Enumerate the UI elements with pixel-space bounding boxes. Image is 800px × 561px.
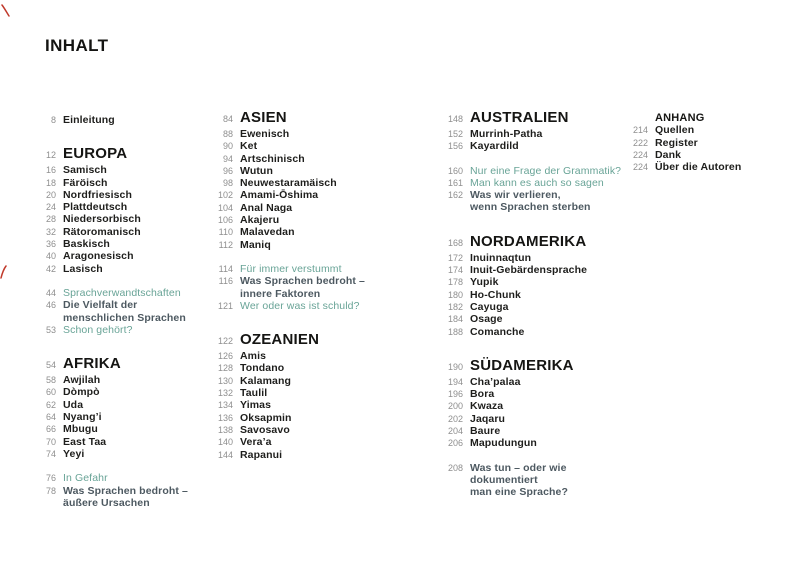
entry-label: Baskisch xyxy=(63,238,110,251)
page-number: 66 xyxy=(45,424,56,435)
toc-entry-row xyxy=(207,436,389,448)
page-number: 156 xyxy=(447,141,463,152)
entry-label: Dank xyxy=(655,148,682,161)
entry-label: Akajeru xyxy=(240,214,280,227)
toc-entry-row xyxy=(30,299,206,324)
entry-label: Färöisch xyxy=(63,176,108,189)
page-number: 174 xyxy=(447,265,463,276)
entry-label-line: Was Sprachen bedroht – xyxy=(240,275,365,288)
page-number: 110 xyxy=(218,227,233,238)
page-number: 78 xyxy=(45,485,56,496)
page-number: 54 xyxy=(45,360,56,371)
page-number: 44 xyxy=(45,287,56,298)
entry-label: Man kann es auch so sagen xyxy=(470,176,604,189)
entry-label: Oksapmin xyxy=(240,411,292,424)
section-title: SÜDAMERIKA xyxy=(470,356,574,374)
toc-entry-row xyxy=(437,264,623,276)
toc-entry-row xyxy=(207,263,389,275)
page-number: 40 xyxy=(45,251,56,262)
entry-label: Einleitung xyxy=(63,114,115,126)
toc-entry-row xyxy=(437,400,623,412)
entry-label: Yimas xyxy=(240,399,272,412)
toc-entry-row xyxy=(207,412,389,424)
toc-block xyxy=(30,472,206,509)
page-number: 64 xyxy=(45,412,56,423)
toc-entry-row xyxy=(437,128,623,140)
toc-section-heading-row xyxy=(30,355,206,374)
page-number: 96 xyxy=(222,165,233,176)
entry-label: Sprachverwandtschaften xyxy=(63,286,181,299)
page-number: 58 xyxy=(45,375,56,386)
page-number: 116 xyxy=(218,276,233,287)
toc-block xyxy=(437,165,623,214)
toc-entry-row xyxy=(30,324,206,336)
page-number: 136 xyxy=(217,412,233,423)
entry-label-line: menschlichen Sprachen xyxy=(63,311,186,324)
toc-entry-row xyxy=(437,289,623,301)
toc-entry-row xyxy=(30,436,206,448)
page-number: 206 xyxy=(447,438,463,449)
toc-entry-row xyxy=(207,399,389,411)
red-edge-mark-middle xyxy=(0,265,8,279)
entry-label: Bora xyxy=(470,388,495,401)
page-number: 140 xyxy=(217,437,233,448)
page-number: 152 xyxy=(447,129,463,139)
toc-block xyxy=(30,287,206,336)
entry-label: Kwaza xyxy=(470,400,504,413)
entry-label-line: innere Faktoren xyxy=(240,287,321,300)
section-title: ANHANG xyxy=(655,112,705,124)
toc-entry-row xyxy=(30,411,206,423)
toc-section-heading-row xyxy=(30,145,206,164)
entry-label: Aragonesisch xyxy=(63,250,134,263)
page-number: 98 xyxy=(222,178,233,189)
toc-entry-row xyxy=(437,425,623,437)
section-title: NORDAMERIKA xyxy=(470,232,587,250)
page-number: 94 xyxy=(222,153,233,164)
toc-entry-row xyxy=(437,313,623,325)
page-number: 172 xyxy=(447,252,463,263)
page-number: 122 xyxy=(217,336,233,347)
entry-label: Osage xyxy=(470,313,503,326)
section-title: EUROPA xyxy=(63,145,128,163)
entry-label: Mbugu xyxy=(63,423,98,436)
toc-entry-row xyxy=(207,128,389,140)
toc-entry-row xyxy=(30,374,206,386)
toc-entry-row xyxy=(30,423,206,435)
entry-label: Mapudungun xyxy=(470,437,537,450)
page-number: 36 xyxy=(45,239,56,250)
page-number: 196 xyxy=(447,389,463,400)
toc-entry-row xyxy=(437,252,623,264)
toc-entry-row xyxy=(207,350,389,362)
toc-entry-row xyxy=(30,177,206,189)
toc-column-1 xyxy=(30,114,206,509)
toc-entry-row xyxy=(437,189,623,214)
toc-entry-row xyxy=(437,177,623,189)
toc-entry-row xyxy=(30,238,206,250)
page-number: 20 xyxy=(45,189,56,200)
entry-label xyxy=(240,275,365,300)
toc-entry-row xyxy=(437,437,623,449)
entry-label: Wer oder was ist schuld? xyxy=(240,299,360,312)
page-number: 62 xyxy=(45,399,56,410)
entry-label: Yeyi xyxy=(63,447,85,460)
page-number: 46 xyxy=(45,300,56,311)
page-number: 168 xyxy=(447,237,463,248)
page-number: 130 xyxy=(217,375,233,386)
page-number: 53 xyxy=(45,324,56,335)
entry-label-line: Was Sprachen bedroht – xyxy=(63,484,188,497)
entry-label: Tondano xyxy=(240,362,285,375)
page-title: INHALT xyxy=(45,36,109,55)
entry-label: Jaqaru xyxy=(470,412,506,425)
entry-label: Samisch xyxy=(63,164,107,177)
toc-entry-row xyxy=(30,226,206,238)
entry-label: Register xyxy=(655,136,698,149)
entry-label: East Taa xyxy=(63,435,107,448)
entry-label: Artschinisch xyxy=(240,152,305,165)
toc-entry-row xyxy=(622,161,794,173)
page-number: 132 xyxy=(217,388,233,399)
entry-label-line: man eine Sprache? xyxy=(470,486,568,499)
page-number: 12 xyxy=(45,150,56,161)
toc-block xyxy=(207,109,389,251)
toc-entry-row xyxy=(30,485,206,510)
page-number: 148 xyxy=(447,114,463,124)
page-number: 28 xyxy=(45,214,56,225)
toc-entry-row xyxy=(207,202,389,214)
toc-entry-row xyxy=(622,149,794,161)
toc-entry-row xyxy=(207,424,389,436)
entry-label-line: Was tun – oder wie dokumentiert xyxy=(470,461,567,486)
toc-entry-row xyxy=(207,387,389,399)
toc-entry-row xyxy=(30,448,206,460)
toc-entry-row xyxy=(437,376,623,388)
page-number: 224 xyxy=(632,149,648,160)
toc-column-3 xyxy=(437,109,623,499)
page-number: 128 xyxy=(217,363,233,374)
entry-label: Inuinnaqtun xyxy=(470,251,532,264)
entry-label: Uda xyxy=(63,398,84,411)
entry-label: Amis xyxy=(240,350,267,363)
page-number: 190 xyxy=(447,361,463,372)
entry-label: Schon gehört? xyxy=(63,323,133,336)
red-edge-mark-top xyxy=(1,4,11,17)
toc-entry-row xyxy=(30,213,206,225)
page-number: 84 xyxy=(222,114,233,124)
toc-entry-row xyxy=(30,287,206,299)
page-number: 112 xyxy=(218,239,233,250)
toc-entry-row xyxy=(207,226,389,238)
page-number: 121 xyxy=(217,300,233,311)
entry-label: Murrinh-Patha xyxy=(470,128,543,140)
entry-label xyxy=(470,462,623,499)
toc-block xyxy=(437,462,623,499)
toc-entry-row xyxy=(437,301,623,313)
page-number: 202 xyxy=(447,413,463,424)
toc-entry-row xyxy=(207,153,389,165)
entry-label xyxy=(470,189,591,214)
page-number: 16 xyxy=(45,165,56,176)
entry-label: Nyang’i xyxy=(63,411,102,424)
entry-label xyxy=(63,485,188,510)
toc-entry-row xyxy=(207,449,389,461)
toc-entry-row xyxy=(30,164,206,176)
entry-label: Wutun xyxy=(240,164,273,177)
toc-block xyxy=(437,233,623,338)
toc-entry-row xyxy=(207,189,389,201)
entry-label: Dòmpò xyxy=(63,386,100,399)
entry-label: Nordfriesisch xyxy=(63,188,132,201)
page-number: 161 xyxy=(447,177,463,188)
toc-block xyxy=(30,145,206,275)
toc-entry-row xyxy=(437,413,623,425)
section-title: OZEANIEN xyxy=(240,331,320,349)
toc-entry-row xyxy=(207,362,389,374)
page-number: 200 xyxy=(447,401,463,412)
entry-label: Niedersorbisch xyxy=(63,213,141,226)
toc-block xyxy=(207,263,389,312)
page-number: 70 xyxy=(45,436,56,447)
entry-label: Inuit-Gebärdensprache xyxy=(470,264,588,277)
toc-entry-row xyxy=(30,386,206,398)
entry-label: Rapanui xyxy=(240,448,283,461)
toc-entry-row xyxy=(207,214,389,226)
toc-entry-row xyxy=(622,124,794,136)
entry-label: Awjilah xyxy=(63,374,101,387)
entry-label: Vera’a xyxy=(240,436,272,449)
entry-label: Nur eine Frage der Grammatik? xyxy=(470,164,622,177)
toc-block xyxy=(207,331,389,461)
page-number: 126 xyxy=(217,351,233,362)
page-number: 184 xyxy=(447,314,463,325)
toc-section-heading-row xyxy=(437,357,623,376)
entry-label: Kalamang xyxy=(240,374,291,387)
toc-entry-row xyxy=(622,137,794,149)
entry-label: Amami-Ōshima xyxy=(240,189,319,202)
page-number: 102 xyxy=(217,190,233,201)
toc-section-heading-row xyxy=(437,109,623,128)
page-number: 134 xyxy=(217,400,233,411)
section-title: ASIEN xyxy=(240,109,287,126)
toc-section-heading-row xyxy=(622,112,794,124)
toc-entry-row xyxy=(207,177,389,189)
section-title: AUSTRALIEN xyxy=(470,109,569,126)
page-number: 224 xyxy=(632,162,648,173)
page-number: 204 xyxy=(447,426,463,437)
page-number: 114 xyxy=(218,263,233,274)
entry-label-line: wenn Sprachen sterben xyxy=(470,201,591,214)
toc-entry-row xyxy=(437,462,623,499)
toc-block xyxy=(622,112,794,173)
toc-entry-row xyxy=(437,140,623,152)
entry-label-line: Was wir verlieren, xyxy=(470,189,561,202)
entry-label: Lasisch xyxy=(63,262,103,275)
toc-entry-row xyxy=(30,201,206,213)
page-number: 162 xyxy=(447,190,463,201)
page-number: 214 xyxy=(632,125,648,136)
page-number: 178 xyxy=(447,277,463,288)
entry-label-line: äußere Ursachen xyxy=(63,496,150,509)
toc-section-heading-row xyxy=(437,233,623,252)
entry-label: Cayuga xyxy=(470,300,509,313)
entry-label: Savosavo xyxy=(240,423,290,436)
toc-entry-row xyxy=(207,375,389,387)
toc-entry-row xyxy=(30,399,206,411)
entry-label: Taulil xyxy=(240,387,268,400)
page-number: 106 xyxy=(217,215,233,226)
toc-entry-row xyxy=(207,140,389,152)
page-number: 42 xyxy=(45,263,56,274)
page-number: 222 xyxy=(632,137,648,148)
entry-label: Ho-Chunk xyxy=(470,288,521,301)
toc-column-2 xyxy=(207,109,389,461)
toc-column-4 xyxy=(622,112,794,173)
entry-label: Neuwestaramäisch xyxy=(240,177,337,190)
page-number: 182 xyxy=(447,301,463,312)
entry-label: Comanche xyxy=(470,325,525,338)
entry-label: Yupik xyxy=(470,276,499,289)
page-number: 180 xyxy=(447,289,463,300)
toc-entry-row xyxy=(437,165,623,177)
page-number: 24 xyxy=(45,202,56,213)
toc-block xyxy=(30,114,206,126)
page-number: 32 xyxy=(45,226,56,237)
page-number: 188 xyxy=(447,326,463,337)
toc-entry-row xyxy=(207,239,389,251)
entry-label: Maniq xyxy=(240,238,271,251)
entry-label-line: Die Vielfalt der xyxy=(63,299,138,312)
page-number: 208 xyxy=(447,462,463,473)
toc-entry-row xyxy=(207,300,389,312)
toc-block xyxy=(30,355,206,460)
toc-section-heading-row xyxy=(207,109,389,128)
page-number: 60 xyxy=(45,387,56,398)
section-title: AFRIKA xyxy=(63,355,121,373)
toc-section-heading-row xyxy=(207,331,389,350)
entry-label: Malavedan xyxy=(240,226,295,239)
entry-label: Plattdeutsch xyxy=(63,201,128,214)
page-number: 8 xyxy=(50,115,56,125)
toc-entry-row xyxy=(30,263,206,275)
entry-label: Quellen xyxy=(655,124,695,137)
toc-entry-row xyxy=(30,250,206,262)
toc-entry-row xyxy=(437,276,623,288)
entry-label: Über die Autoren xyxy=(655,161,742,174)
entry-label: Ket xyxy=(240,140,258,153)
toc-entry-row xyxy=(30,472,206,484)
entry-label: Ewenisch xyxy=(240,128,290,140)
toc-entry-row xyxy=(437,388,623,400)
entry-label: Cha’palaa xyxy=(470,375,521,388)
page-number: 74 xyxy=(45,448,56,459)
entry-label: Baure xyxy=(470,425,501,438)
toc-block xyxy=(437,109,623,153)
page-number: 90 xyxy=(222,141,233,152)
toc-entry-row xyxy=(30,114,206,126)
page-number: 160 xyxy=(447,165,463,176)
page-number: 194 xyxy=(447,376,463,387)
entry-label: Kayardild xyxy=(470,140,519,153)
entry-label: Anal Naga xyxy=(240,201,293,214)
toc-entry-row xyxy=(30,189,206,201)
entry-label xyxy=(63,299,186,324)
page-number: 76 xyxy=(45,473,56,484)
page-number: 144 xyxy=(217,449,233,460)
toc-entry-row xyxy=(207,275,389,300)
toc-entry-row xyxy=(437,326,623,338)
toc-block xyxy=(437,357,623,450)
page-number: 104 xyxy=(217,202,233,213)
entry-label: In Gefahr xyxy=(63,472,108,485)
toc-entry-row xyxy=(207,165,389,177)
page-number: 18 xyxy=(45,177,56,188)
page-number: 138 xyxy=(217,424,233,435)
entry-label: Für immer verstummt xyxy=(240,262,342,275)
entry-label: Rätoromanisch xyxy=(63,225,141,238)
page-number: 88 xyxy=(222,129,233,139)
